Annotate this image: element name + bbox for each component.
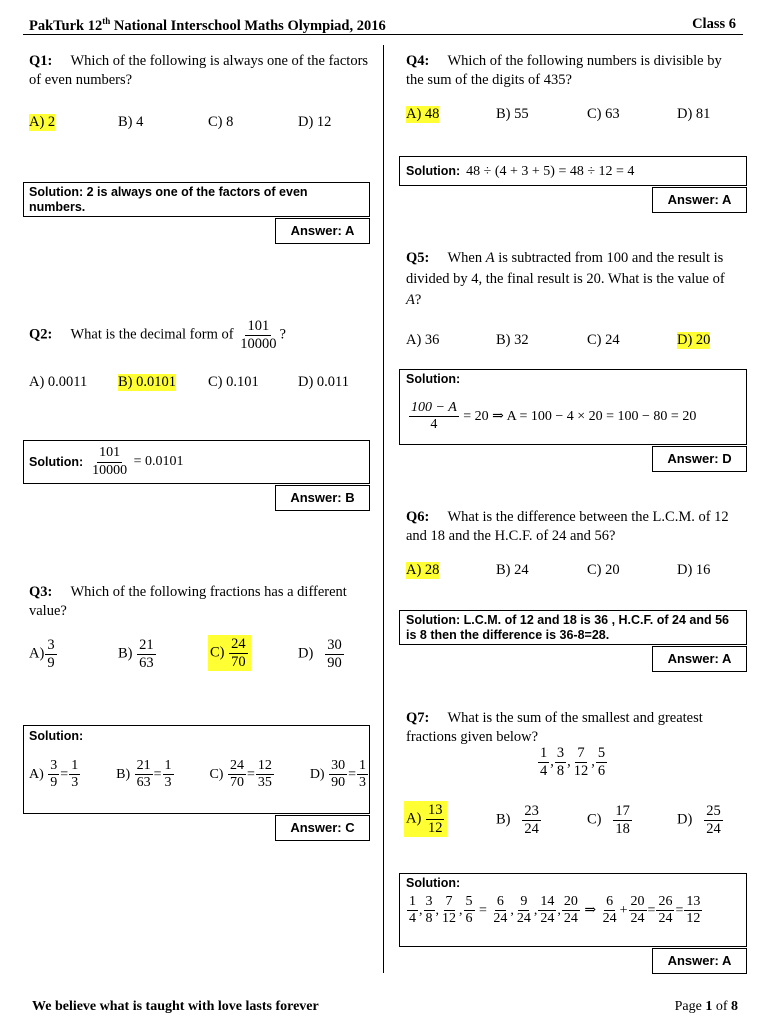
q7-solution-equation: $\frac{1}{4}$ , $\frac{3}{8}$ , $\frac{7}{12}$ , $\frac{5}{6}$ = $\frac{6}{24}$ , $\frac{9}{24}$ , $\frac{14}{24}$ , $\frac{20}{24}$ ⇒ $\frac{6}{24}$ + $\frac{20}{24}$ = $\frac{26}{24}$ = $\frac{13}{12}$: [409, 894, 701, 927]
q3-option-c: C) $\frac{24}{70}$: [208, 635, 251, 671]
q4-option-b: B) 55: [496, 106, 529, 122]
q2-fraction: $\frac{101}{10000}$: [240, 318, 277, 352]
column-divider: [383, 45, 384, 973]
q3-solution-box: Solution: A) $\frac{3}{9}$ = $\frac{1}{3}$ B) $\frac{21}{63}$ = $\frac{1}{3}$ C) $\frac{24}{70}$ = $\frac{12}{35}$ D) $\frac{30}{90}$ = $\frac{1}{3}$: [23, 725, 370, 814]
page-title: PakTurk 12th National Interschool Maths Olympiad, 2016: [29, 16, 386, 34]
q7-option-d: D) $\frac{25}{24}$: [677, 803, 721, 837]
q7-option-b: B) $\frac{23}{24}$: [496, 803, 539, 837]
q1-option-a: A) 2: [29, 114, 56, 130]
q5-solution-box: Solution: $\frac{100 - A}{4}$ = 20 ⇒ A = 100 − 4 × 20 = 100 − 80 = 20: [399, 369, 747, 445]
q7-question: Q7: What is the sum of the smallest and greatest fractions given below?: [406, 710, 703, 745]
q1-question: Q1: Which of the following is always one of the factors of even numbers?: [29, 53, 369, 88]
q3-answer-box: Answer: C: [275, 815, 370, 841]
q5-answer-box: Answer: D: [652, 446, 747, 472]
q4-solution-box: Solution: 48 ÷ (4 + 3 + 5) = 48 ÷ 12 = 4: [399, 156, 747, 186]
q3-solution-d: D) $\frac{30}{90}$ = $\frac{1}{3}$: [309, 758, 366, 791]
q2-solution-fraction: $\frac{101}{10000}$: [92, 445, 128, 478]
q1-answer-box: Answer: A: [275, 218, 370, 244]
q5-solution-equation: $\frac{100 - A}{4}$ = 20 ⇒ A = 100 − 4 × 20 = 100 − 80 = 20: [411, 400, 697, 433]
q3-solution-a: A) $\frac{3}{9}$ = $\frac{1}{3}$: [29, 758, 79, 791]
q7-given-fractions: $\frac{1}{4}$ , $\frac{3}{8}$ , $\frac{7}{12}$ , $\frac{5}{6}$: [540, 745, 606, 779]
q4-option-c: C) 63: [587, 106, 620, 122]
q1-solution-box: Solution: 2 is always one of the factors of even numbers.: [23, 182, 370, 217]
q3-solution-c: C) $\frac{24}{70}$ = $\frac{12}{35}$: [209, 758, 272, 791]
q6-option-a: A) 28: [406, 562, 440, 578]
header-rule: [23, 34, 743, 35]
q7-answer-box: Answer: A: [652, 948, 747, 974]
q3-solution-equations: [29, 758, 369, 791]
q2-option-c: C) 0.101: [208, 374, 259, 390]
q5-option-a: A) 36: [406, 332, 440, 348]
q6-question: Q6: What is the difference between the L.C.M. of 12 and 18 and the H.C.F. of 24 and 56?: [406, 509, 729, 544]
q1-option-c: C) 8: [208, 114, 234, 130]
class-label: Class 6: [692, 16, 736, 32]
q5-option-d: D) 20: [677, 332, 711, 348]
q3-option-d: D) $\frac{30}{90}$: [298, 637, 342, 671]
q1-option-b: B) 4: [118, 114, 144, 130]
page-number: Page 1 of 8: [674, 999, 738, 1014]
q3-option-a: A) $\frac{3}{9}$: [29, 637, 55, 671]
q2-answer-box: Answer: B: [275, 485, 370, 511]
q2-solution-box: Solution: $\frac{101}{10000}$ = 0.0101: [23, 440, 370, 484]
footer-motto: We believe what is taught with love lasts forever: [32, 999, 319, 1014]
q1-option-d: D) 12: [298, 114, 332, 130]
q3-option-b: B) $\frac{21}{63}$: [118, 637, 154, 671]
q5-option-c: C) 24: [587, 332, 620, 348]
q4-question: Q4: Which of the following numbers is divisible by the sum of the digits of 435?: [406, 53, 722, 88]
q7-solution-box: Solution: $\frac{1}{4}$ , $\frac{3}{8}$ , $\frac{7}{12}$ , $\frac{5}{6}$ = $\frac{6}{24}$ , $\frac{9}{24}$ , $\frac{14}{24}$ , $\frac{20}{24}$ ⇒ $\frac{6}{24}$ + $\frac{20}{24}$ = $\frac{26}{24}$ = $\frac{13}{12}$: [399, 873, 747, 947]
q2-option-a: A) 0.0011: [29, 374, 88, 390]
q4-answer-box: Answer: A: [652, 187, 747, 213]
q3-solution-b: B) $\frac{21}{63}$ = $\frac{1}{3}$: [116, 758, 172, 791]
q6-option-b: B) 24: [496, 562, 529, 578]
q5-option-b: B) 32: [496, 332, 529, 348]
q6-option-d: D) 16: [677, 562, 711, 578]
q6-answer-box: Answer: A: [652, 646, 747, 672]
q6-solution-box: Solution: L.C.M. of 12 and 18 is 36 , H.C.F. of 24 and 56 is 8 then the difference is 36-8=28.: [399, 610, 747, 645]
q3-question: Q3: Which of the following fractions has a different value?: [29, 584, 347, 619]
q7-option-a: A) $\frac{13}{12}$: [404, 801, 447, 837]
q6-option-c: C) 20: [587, 562, 620, 578]
q7-option-c: C) $\frac{17}{18}$: [587, 803, 630, 837]
q2-option-d: D) 0.011: [298, 374, 350, 390]
q2-question: Q2: What is the decimal form of $\frac{101}{10000}$ ?: [29, 318, 286, 352]
q5-question: Q5: When A is subtracted from 100 and the result is divided by 4, the final result is 20. What is the value of A?: [406, 250, 725, 308]
q4-option-a: A) 48: [406, 106, 440, 122]
q4-option-d: D) 81: [677, 106, 711, 122]
q2-option-b: B) 0.0101: [118, 374, 176, 390]
